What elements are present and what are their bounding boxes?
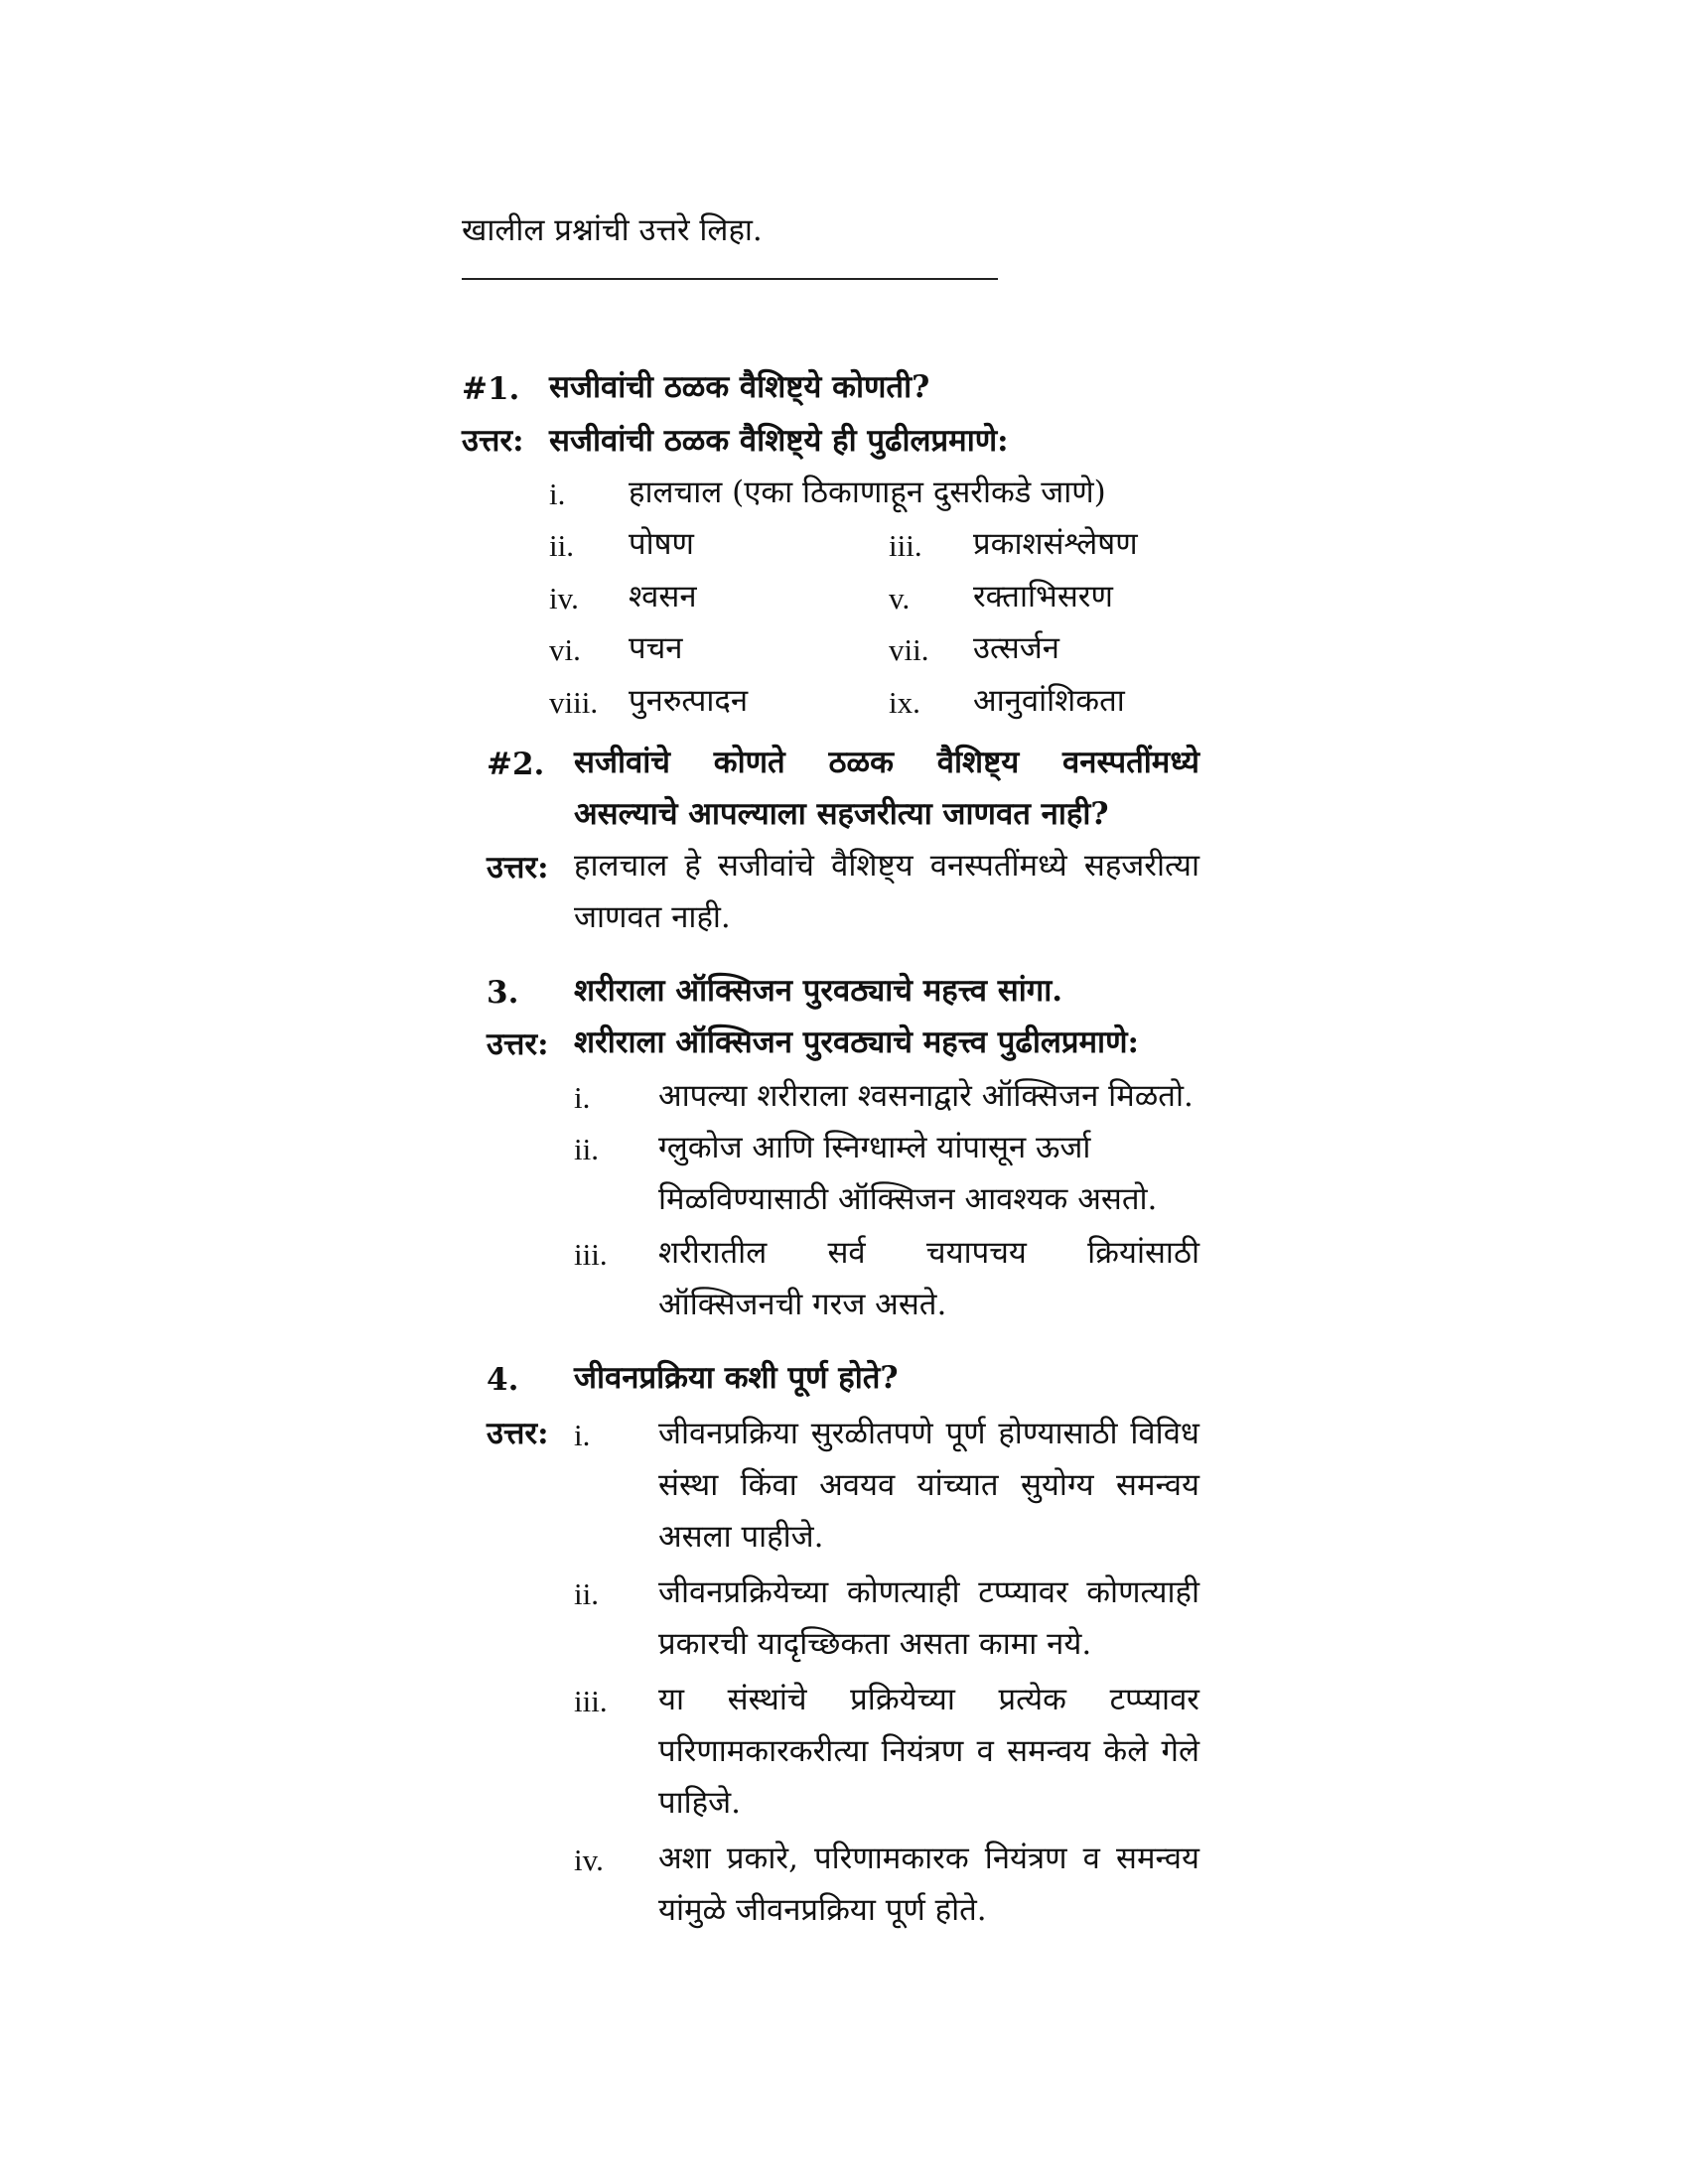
q4-item-line: जीवनप्रक्रिया सुरळीतपणे पूर्ण होण्यासाठी विविध	[658, 1416, 1199, 1451]
q4-item-num: iv.	[574, 1843, 604, 1877]
q1-answer-intro: सजीवांची ठळक वैशिष्ट्ये ही पुढीलप्रमाणे:	[549, 423, 1009, 459]
q3-item-line: ऑक्सिजनची गरज असते.	[658, 1287, 947, 1322]
q4-item-line: परिणामकारकरीत्या नियंत्रण व समन्वय केले गेले	[658, 1733, 1199, 1769]
q2-number: #2.	[487, 747, 545, 782]
q1-item-text: रक्ताभिसरण	[973, 579, 1113, 614]
q3-item-line: आपल्या शरीराला श्वसनाद्वारे ऑक्सिजन मिळतो.	[658, 1078, 1194, 1114]
q1-item-num: i.	[549, 477, 566, 511]
q1-number: #1.	[462, 371, 520, 407]
q4-item-line: या संस्थांचे प्रक्रियेच्या प्रत्येक टप्प्यावर	[658, 1682, 1199, 1717]
q3-item-line: शरीरातील सर्व चयापचय क्रियांसाठी	[658, 1235, 1199, 1271]
q1-item-text: श्वसन	[629, 579, 697, 614]
q4-item-line: यांमुळे जीवनप्रक्रिया पूर्ण होते.	[658, 1892, 987, 1928]
q1-item-text: पचन	[629, 630, 683, 666]
q1-item-text: उत्सर्जन	[973, 630, 1060, 666]
q1-item-num: iii.	[889, 528, 922, 563]
q1-item-text: आनुवांशिकता	[973, 683, 1125, 719]
q1-item-num: viii.	[549, 685, 599, 720]
q3-number: 3.	[487, 975, 519, 1011]
q1-answer-label: उत्तर:	[462, 423, 524, 459]
q1-item-num: vi.	[549, 632, 581, 667]
q1-item-num: ii.	[549, 528, 574, 563]
q3-item-line: मिळविण्यासाठी ऑक्सिजन आवश्यक असतो.	[658, 1181, 1158, 1217]
q4-item-line: जीवनप्रक्रियेच्या कोणत्याही टप्प्यावर कोणत्याही	[658, 1574, 1199, 1610]
q4-number: 4.	[487, 1362, 519, 1398]
q3-item-num: ii.	[574, 1132, 599, 1166]
q4-item-line: असला पाहीजे.	[658, 1519, 824, 1555]
q2-question-line2: असल्याचे आपल्याला सहजरीत्या जाणवत नाही?	[574, 796, 1109, 832]
q1-item-num: v.	[889, 581, 911, 615]
q2-answer-line1: हालचाल हे सजीवांचे वैशिष्ट्य वनस्पतींमध्ये सहजरीत्या	[574, 848, 1199, 884]
heading-underline	[462, 278, 998, 280]
q3-item-num: iii.	[574, 1237, 608, 1272]
q2-answer-label: उत्तर:	[487, 850, 549, 886]
q4-item-line: अशा प्रकारे, परिणामकारक नियंत्रण व समन्वय	[658, 1841, 1199, 1876]
q1-item-text: हालचाल (एका ठिकाणाहून दुसरीकडे जाणे)	[629, 475, 1106, 510]
q4-answer-label: उत्तर:	[487, 1416, 549, 1451]
q1-item-num: iv.	[549, 581, 579, 615]
page-heading: खालील प्रश्नांची उत्तरे लिहा.	[462, 212, 763, 248]
q1-item-num: ix.	[889, 685, 920, 720]
q4-item-line: प्रकारची यादृच्छिकता असता कामा नये.	[658, 1626, 1092, 1662]
q4-question: जीवनप्रक्रिया कशी पूर्ण होते?	[574, 1360, 899, 1396]
q3-answer-label: उत्तर:	[487, 1026, 549, 1062]
q2-answer-line2: जाणवत नाही.	[574, 899, 731, 935]
q3-question: शरीराला ऑक्सिजन पुरवठ्याचे महत्त्व सांगा.	[574, 973, 1063, 1009]
q3-item-line: ग्लुकोज आणि स्निग्धाम्ले यांपासून ऊर्जा	[658, 1130, 1091, 1165]
q1-question: सजीवांची ठळक वैशिष्ट्ये कोणती?	[549, 369, 930, 405]
q3-answer-intro: शरीराला ऑक्सिजन पुरवठ्याचे महत्त्व पुढीलप्रमाणे:	[574, 1024, 1139, 1060]
q4-item-num: i.	[574, 1418, 591, 1452]
q4-item-num: iii.	[574, 1684, 608, 1718]
q1-item-num: vii.	[889, 632, 929, 667]
q1-item-text: पुनरुत्पादन	[629, 683, 749, 719]
q1-item-text: प्रकाशसंश्लेषण	[973, 526, 1138, 562]
q3-item-num: i.	[574, 1080, 591, 1115]
q4-item-num: ii.	[574, 1576, 599, 1611]
q2-question-line1: सजीवांचे कोणते ठळक वैशिष्ट्य वनस्पतींमध्ये	[574, 745, 1199, 780]
q1-item-text: पोषण	[629, 526, 694, 562]
q4-item-line: संस्था किंवा अवयव यांच्यात सुयोग्य समन्वय	[658, 1467, 1199, 1503]
q4-item-line: पाहिजे.	[658, 1785, 741, 1821]
